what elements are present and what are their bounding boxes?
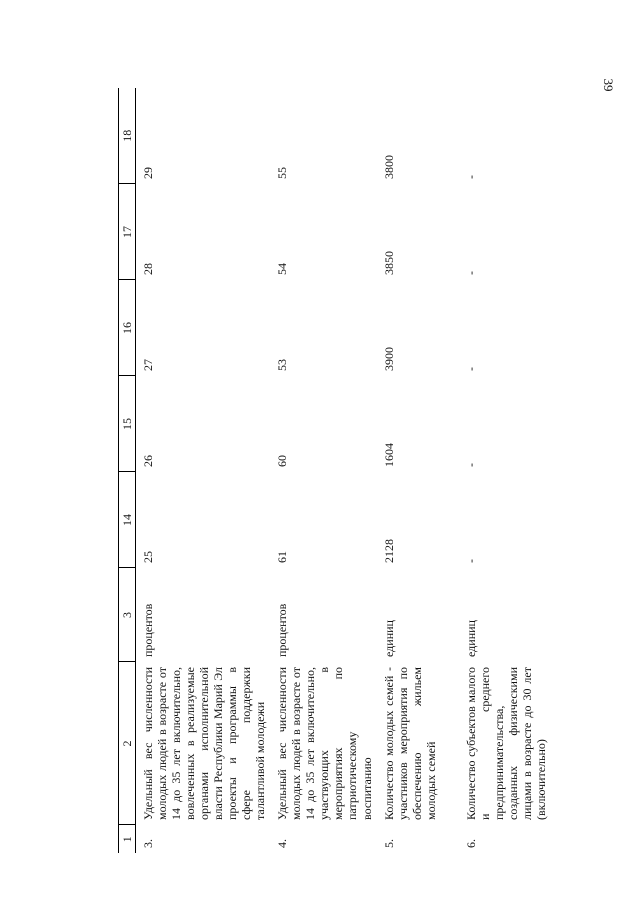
row-value-16: 27	[141, 359, 156, 371]
header-col-18: 18	[119, 88, 136, 184]
indicators-table	[118, 88, 551, 853]
row-value-16: 3900	[381, 347, 396, 371]
row-unit: единиц	[381, 620, 396, 657]
table-row	[136, 88, 271, 853]
row-description: Количество субъектов малого и среднего предпринимательства, созданных физическими лицами в возрасте до 30 лет (включительно)	[463, 667, 548, 820]
row-value-17: 3850	[381, 251, 396, 275]
row-number: 5.	[381, 839, 396, 848]
row-value-15: 1604	[381, 443, 396, 467]
row-value-15: 26	[141, 455, 156, 467]
row-value-14: -	[463, 559, 478, 563]
row-value-18: 55	[275, 167, 290, 179]
table-row	[270, 88, 376, 853]
row-value-18: -	[463, 175, 478, 179]
header-col-16: 16	[119, 280, 136, 376]
row-value-15: -	[463, 463, 478, 467]
row-value-14: 61	[275, 551, 290, 563]
row-number: 6.	[463, 839, 478, 848]
header-col-1: 1	[119, 825, 136, 853]
row-number: 4.	[275, 839, 290, 848]
table-row	[377, 88, 459, 853]
row-description: Удельный вес численности молодых людей в возрасте от 14 до 35 лет включительно, участвующих в мероприятиях по патриотическому воспитанию	[275, 667, 374, 820]
header-col-2: 2	[119, 662, 136, 825]
row-unit: процентов	[275, 603, 290, 657]
row-unit: процентов	[141, 603, 156, 657]
row-description: Количество молодых семей - участников мероприятия по обеспечению жильем молодых семей	[381, 667, 438, 820]
header-col-14: 14	[119, 472, 136, 568]
row-value-17: 28	[141, 263, 156, 275]
header-row	[119, 88, 136, 853]
page-number: 39	[601, 78, 616, 92]
row-value-18: 29	[141, 167, 156, 179]
row-value-14: 25	[141, 551, 156, 563]
row-value-17: -	[463, 271, 478, 275]
row-value-18: 3800	[381, 155, 396, 179]
row-value-15: 60	[275, 455, 290, 467]
header-col-17: 17	[119, 184, 136, 280]
row-value-16: -	[463, 367, 478, 371]
row-value-16: 53	[275, 359, 290, 371]
row-description: Удельный вес численности молодых людей в возрасте от 14 до 35 лет включительно, вовлеченных в реализуемые органами исполнительной власти Республики Марий Эл проекты и программы в сфере поддержки талантливой молодежи	[141, 667, 268, 820]
row-number: 3.	[141, 839, 156, 848]
row-value-14: 2128	[381, 539, 396, 563]
row-unit: единиц	[463, 620, 478, 657]
header-col-15: 15	[119, 376, 136, 472]
row-value-17: 54	[275, 263, 290, 275]
header-col-3: 3	[119, 568, 136, 662]
rotated-table-stage	[118, 88, 548, 853]
table-row	[459, 88, 551, 853]
